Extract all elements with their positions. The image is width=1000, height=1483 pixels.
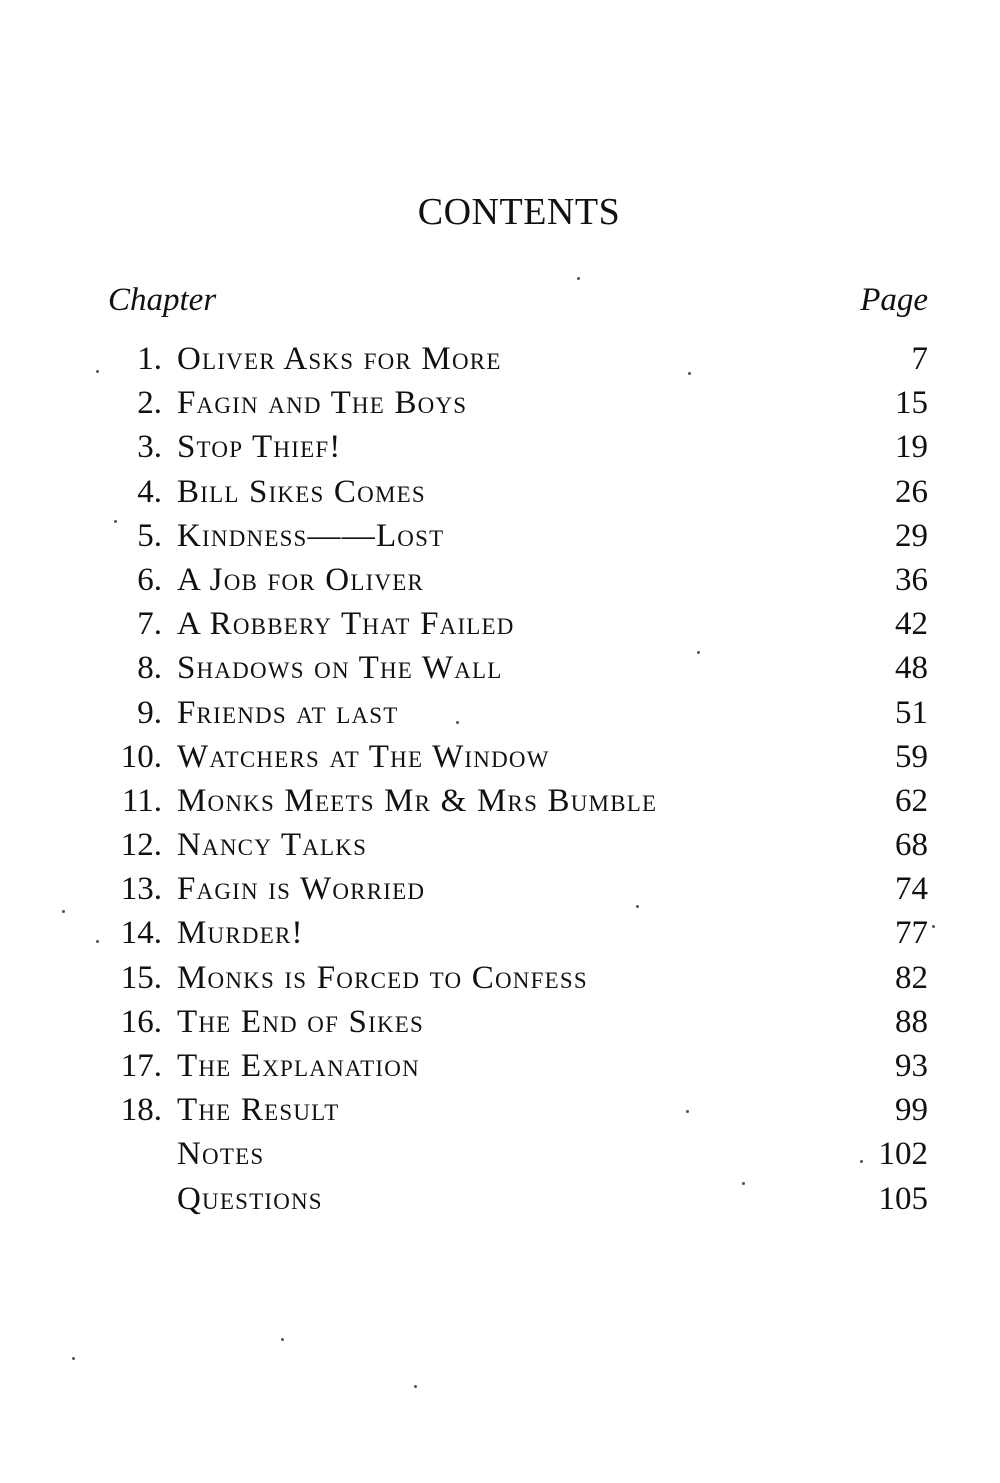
print-speck xyxy=(456,721,459,724)
chapter-title: Watchers at The Window xyxy=(177,738,550,775)
contents-entry xyxy=(108,867,928,911)
print-speck xyxy=(72,1357,75,1360)
page-number: 105 xyxy=(878,1180,928,1217)
page-title: CONTENTS xyxy=(417,191,621,233)
page-number: 19 xyxy=(895,429,928,466)
chapter-number: 10. xyxy=(120,738,162,775)
chapter-title: Stop Thief! xyxy=(177,429,342,466)
contents-entry xyxy=(108,337,928,381)
page-number: 36 xyxy=(895,561,928,598)
chapter-column-heading: Chapter xyxy=(108,282,217,318)
contents-entry xyxy=(108,425,928,469)
chapter-title: Shadows on The Wall xyxy=(177,650,503,687)
contents-entry xyxy=(108,1000,928,1044)
chapter-number: 12. xyxy=(120,827,162,864)
print-speck xyxy=(932,925,935,928)
chapter-title: Questions xyxy=(177,1180,323,1217)
print-speck xyxy=(686,1110,689,1113)
contents-entry xyxy=(108,735,928,779)
chapter-title: Notes xyxy=(177,1136,265,1173)
contents-entry xyxy=(108,1044,928,1088)
chapter-title: Friends at last xyxy=(177,694,399,731)
contents-entry xyxy=(108,646,928,690)
chapter-number: 17. xyxy=(120,1048,162,1084)
chapter-title: Monks is Forced to Confess xyxy=(177,959,588,996)
page-number: 62 xyxy=(895,782,928,819)
chapter-title: The End of Sikes xyxy=(177,1003,425,1040)
contents-entry xyxy=(108,956,928,1000)
print-speck xyxy=(636,905,639,908)
page-number: 48 xyxy=(895,650,928,687)
page-number: 77 xyxy=(895,915,928,952)
chapter-title: Monks Meets Mr & Mrs Bumble xyxy=(177,782,658,819)
chapter-number: 2. xyxy=(137,385,162,422)
chapter-number: 11. xyxy=(121,782,162,819)
page-number: 29 xyxy=(895,517,928,554)
print-speck xyxy=(96,370,99,373)
chapter-title: A Robbery That Failed xyxy=(177,606,515,643)
chapter-number: 9. xyxy=(137,694,162,731)
print-speck xyxy=(96,940,99,943)
contents-entry-notes xyxy=(108,1132,928,1176)
chapter-number: 15. xyxy=(120,959,162,996)
contents-entry-questions xyxy=(108,1177,928,1221)
page-number: 102 xyxy=(878,1136,928,1173)
contents-entry xyxy=(108,470,928,514)
contents-entry xyxy=(108,911,928,955)
print-speck xyxy=(577,277,580,280)
chapter-title: Kindness——Lost xyxy=(177,517,445,554)
page-number: 68 xyxy=(895,827,928,864)
contents-entry xyxy=(108,558,928,602)
chapter-number: 1. xyxy=(137,341,162,377)
page-number: 7 xyxy=(911,341,928,377)
chapter-number: 8. xyxy=(137,650,162,687)
chapter-title: Nancy Talks xyxy=(177,827,368,864)
chapter-title: Fagin and The Boys xyxy=(177,385,468,422)
page-number: 99 xyxy=(895,1092,928,1129)
chapter-number: 16. xyxy=(120,1003,162,1040)
chapter-title: Bill Sikes Comes xyxy=(177,473,426,510)
page-number: 74 xyxy=(895,871,928,908)
chapter-number: 14. xyxy=(120,915,162,952)
chapter-title: Fagin is Worried xyxy=(177,871,426,908)
chapter-number: 18. xyxy=(120,1092,162,1129)
chapter-title: The Explanation xyxy=(177,1048,420,1084)
contents-entry xyxy=(108,823,928,867)
print-speck xyxy=(62,910,65,913)
page-number: 42 xyxy=(895,606,928,643)
contents-entry xyxy=(108,1088,928,1132)
contents-list xyxy=(108,337,928,1221)
chapter-number: 13. xyxy=(120,871,162,908)
page-number: 88 xyxy=(895,1003,928,1040)
contents-entry xyxy=(108,514,928,558)
print-speck xyxy=(697,651,700,654)
print-speck xyxy=(281,1338,284,1341)
contents-entry xyxy=(108,691,928,735)
print-speck xyxy=(414,1385,417,1388)
column-headings xyxy=(108,282,928,322)
chapter-title: The Result xyxy=(177,1092,340,1129)
contents-entry xyxy=(108,602,928,646)
chapter-number: 5. xyxy=(137,517,162,554)
page-number: 59 xyxy=(895,738,928,775)
chapter-number: 4. xyxy=(137,473,162,510)
page-column-heading: Page xyxy=(860,282,928,318)
page-number: 82 xyxy=(895,959,928,996)
contents-entry xyxy=(108,381,928,425)
page-number: 26 xyxy=(895,473,928,510)
print-speck xyxy=(860,1160,863,1163)
chapter-title: Oliver Asks for More xyxy=(177,341,502,377)
chapter-number: 3. xyxy=(137,429,162,466)
page-number: 93 xyxy=(895,1048,928,1084)
page-number: 51 xyxy=(895,694,928,731)
chapter-number: 7. xyxy=(137,606,162,643)
print-speck xyxy=(742,1182,745,1185)
contents-entry xyxy=(108,779,928,823)
print-speck xyxy=(688,372,691,375)
chapter-number: 6. xyxy=(137,561,162,598)
page-number: 15 xyxy=(895,385,928,422)
print-speck xyxy=(114,520,117,523)
chapter-title: A Job for Oliver xyxy=(177,561,425,598)
chapter-title: Murder! xyxy=(177,915,304,952)
